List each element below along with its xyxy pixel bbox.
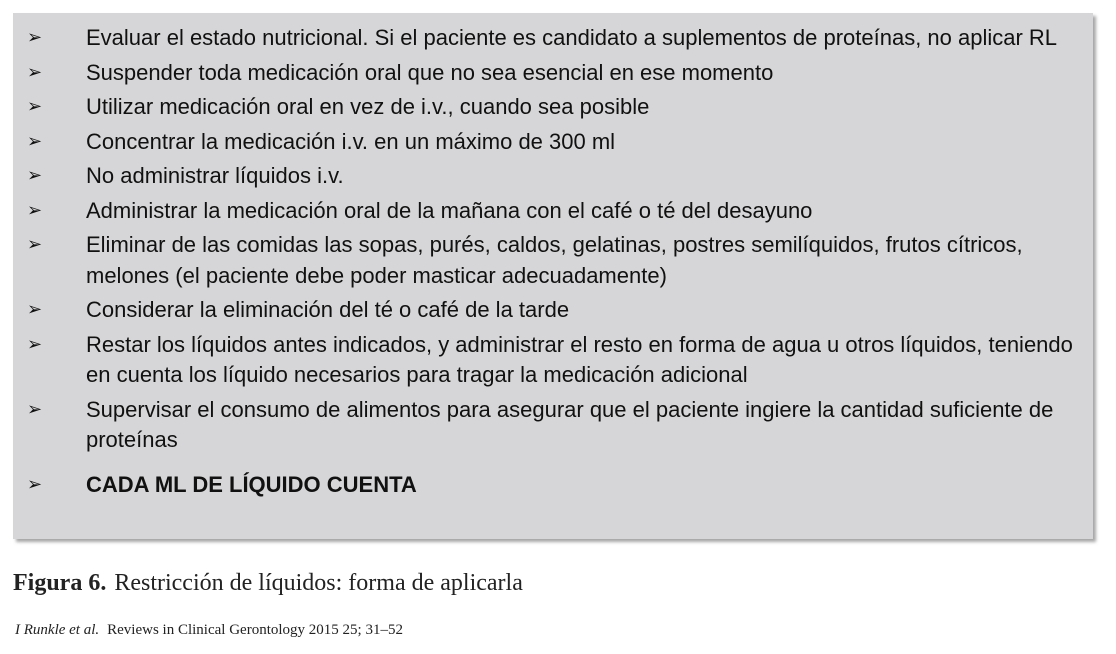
arrow-bullet-icon: ➢ — [27, 96, 43, 117]
list-item — [13, 23, 1093, 54]
list-item — [13, 161, 1093, 192]
list-item-text: Suspender toda medicación oral que no sea esencial en ese momento — [86, 59, 774, 85]
arrow-bullet-icon: ➢ — [27, 398, 43, 420]
figure-caption-text: Restricción de líquidos: forma de aplicarla — [114, 570, 523, 596]
list-item — [13, 58, 1093, 89]
list-item-emphasis — [13, 470, 1093, 501]
list-item-text: CADA ML DE LÍQUIDO CUENTA — [86, 471, 417, 497]
list-item-text: No administrar líquidos i.v. — [86, 163, 344, 188]
recommendation-box — [13, 13, 1093, 539]
list-item — [13, 295, 1093, 326]
list-item-text: Administrar la medicación oral de la mañana con el café o té del desayuno — [86, 197, 813, 223]
list-item — [13, 230, 1093, 291]
list-item-text: Considerar la eliminación del té o café de la tarde — [86, 297, 570, 322]
citation-authors: I Runkle et al. — [15, 622, 100, 638]
list-item — [13, 395, 1093, 456]
list-item — [13, 196, 1093, 227]
arrow-bullet-icon: ➢ — [27, 27, 43, 48]
list-item-text: Evaluar el estado nutricional. Si el paciente es candidato a suplementos de proteínas, no aplicar RL — [86, 25, 1058, 50]
figure-label: Figura 6. — [13, 570, 107, 596]
arrow-bullet-icon: ➢ — [27, 199, 43, 221]
list-item-text: Utilizar medicación oral en vez de i.v., cuando sea posible — [86, 94, 650, 119]
arrow-bullet-icon: ➢ — [27, 333, 43, 355]
recommendation-list — [13, 13, 1093, 500]
list-item-text: Restar los líquidos antes indicados, y administrar el resto en forma de agua u otros líquidos, teniendo en cuenta los líquido necesarios para tragar la medicación adicional — [86, 331, 1073, 387]
list-item-text: Concentrar la medicación i.v. en un máximo de 300 ml — [86, 128, 616, 154]
arrow-bullet-icon: ➢ — [27, 473, 43, 495]
list-item — [13, 127, 1093, 158]
citation-source: Reviews in Clinical Gerontology 2015 25; 31–52 — [107, 622, 403, 638]
figure-caption — [13, 570, 523, 597]
citation — [15, 622, 403, 639]
arrow-bullet-icon: ➢ — [27, 299, 43, 320]
arrow-bullet-icon: ➢ — [27, 61, 43, 83]
list-item — [13, 330, 1093, 391]
arrow-bullet-icon: ➢ — [27, 234, 43, 255]
arrow-bullet-icon: ➢ — [27, 130, 43, 152]
list-item — [13, 92, 1093, 123]
list-item-text: Supervisar el consumo de alimentos para asegurar que el paciente ingiere la cantidad suficiente de proteínas — [86, 396, 1054, 452]
list-item-text: Eliminar de las comidas las sopas, purés, caldos, gelatinas, postres semilíquidos, frutos cítricos, melones (el paciente debe poder masticar adecuadamente) — [86, 232, 1023, 288]
arrow-bullet-icon: ➢ — [27, 165, 43, 186]
